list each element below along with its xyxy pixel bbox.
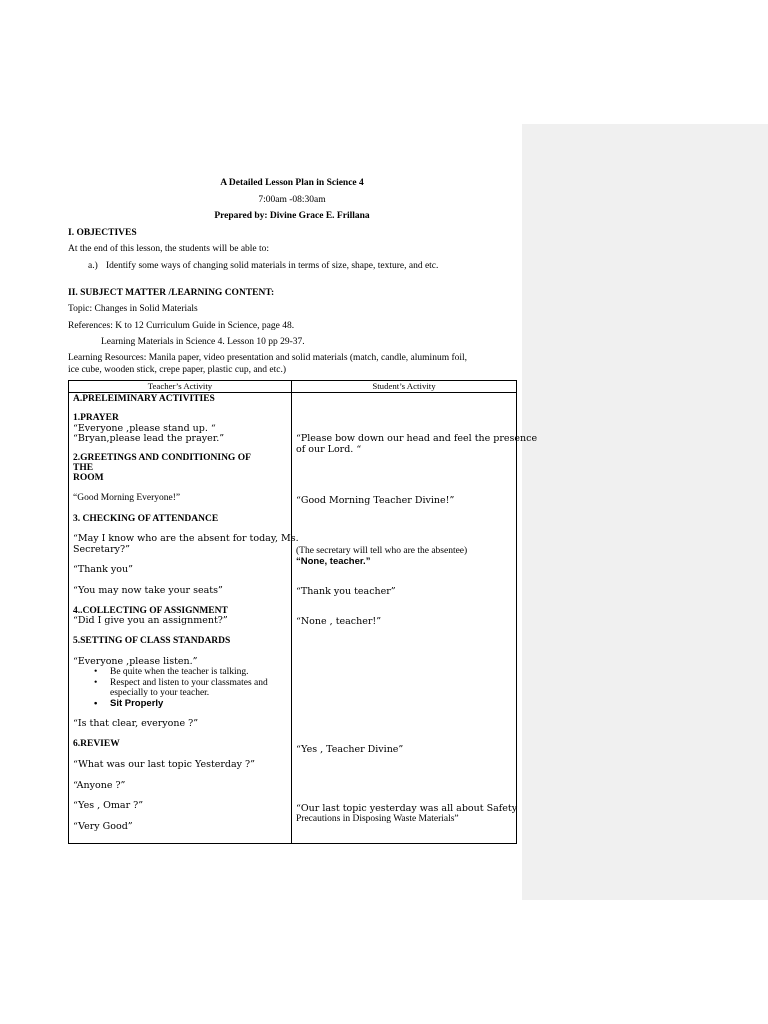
activity-table — [68, 380, 538, 844]
objective-marker: a.) — [88, 261, 98, 271]
teacher-anyone: “Anyone ?” — [73, 780, 126, 791]
teacher-seats: “You may now take your seats” — [73, 585, 223, 596]
resources-line-2: ice cube, wooden stick, crepe paper, plastic cup, and etc.) — [68, 365, 287, 375]
student-last-topic-2: Precautions in Disposing Waste Materials” — [296, 814, 459, 824]
assignment-heading: 4..COLLECTING OF ASSIGNMENT — [73, 606, 228, 616]
teacher-greeting: “Good Morning Everyone!” — [73, 493, 181, 503]
preliminary-heading: A.PRELEIMINARY ACTIVITIES — [73, 394, 215, 404]
table-body-row — [69, 393, 517, 844]
student-activity-cell — [292, 393, 538, 844]
table-header-row — [69, 381, 517, 393]
student-none-teacher: “None, teacher.” — [296, 556, 371, 567]
greetings-heading-3: ROOM — [73, 473, 104, 483]
teacher-listen: “Everyone ,please listen.” — [73, 656, 198, 667]
objectives-heading: I. OBJECTIVES — [68, 228, 137, 238]
teacher-assignment: “Did I give you an assignment?” — [73, 615, 228, 626]
objectives-intro: At the end of this lesson, the students will be able to: — [68, 244, 270, 254]
lesson-time: 7:00am -08:30am — [258, 195, 326, 205]
review-heading: 6.REVIEW — [73, 739, 120, 749]
rule-1: • Be quite when the teacher is talking. — [110, 667, 249, 678]
student-secretary: (The secretary will tell who are the absentee) — [296, 546, 468, 556]
student-none-teacher-2: “None , teacher!” — [296, 616, 382, 627]
rule-2-continued: especially to your teacher. — [110, 688, 210, 698]
teacher-activity-header: Teacher’s Activity — [69, 381, 292, 393]
teacher-omar: “Yes , Omar ?” — [73, 800, 144, 811]
teacher-activity-cell — [69, 393, 299, 844]
rule-3: • Sit Properly — [110, 699, 163, 710]
teacher-prayer-1: “Everyone ,please stand up. “ — [73, 423, 216, 434]
objective-item: Identify some ways of changing solid materials in terms of size, shape, texture, and etc. — [106, 261, 439, 271]
references-line-2: Learning Materials in Science 4. Lesson 10 pp 29-37. — [101, 337, 305, 347]
comment-pane — [522, 124, 768, 900]
greetings-heading-2: THE — [73, 463, 94, 473]
rule-2: • Respect and listen to your classmates and — [110, 678, 268, 689]
student-thank-teacher: “Thank you teacher” — [296, 586, 396, 597]
prayer-heading: 1.PRAYER — [73, 413, 119, 423]
standards-heading: 5.SETTING OF CLASS STANDARDS — [73, 636, 231, 646]
teacher-very-good: “Very Good” — [73, 821, 133, 832]
attendance-line-1: “May I know who are the absent for today, Ms. — [73, 533, 299, 544]
student-prayer-2: of our Lord. “ — [296, 444, 362, 455]
teacher-prayer-2: “Bryan,please lead the prayer.” — [73, 433, 225, 444]
document-title: A Detailed Lesson Plan in Science 4 — [220, 178, 364, 188]
review-question: “What was our last topic Yesterday ?” — [73, 759, 256, 770]
teacher-clear: “Is that clear, everyone ?” — [73, 718, 199, 729]
prepared-by: Prepared by: Divine Grace E. Frillana — [214, 211, 370, 221]
teacher-thank-you: “Thank you” — [73, 564, 133, 575]
student-prayer-1: “Please bow down our head and feel the presence — [296, 433, 538, 444]
attendance-line-2: Secretary?” — [73, 544, 130, 555]
greetings-heading-1: 2.GREETINGS AND CONDITIONING OF — [73, 453, 251, 463]
attendance-heading: 3. CHECKING OF ATTENDANCE — [73, 514, 219, 524]
resources-line-1: Learning Resources: Manila paper, video presentation and solid materials (match, candle, aluminum foil, — [68, 353, 468, 363]
references-line: References: K to 12 Curriculum Guide in Science, page 48. — [68, 321, 295, 331]
student-last-topic-1: “Our last topic yesterday was all about Safety — [296, 803, 518, 814]
student-yes-divine: “Yes , Teacher Divine” — [296, 744, 404, 755]
subject-matter-heading: II. SUBJECT MATTER /LEARNING CONTENT: — [68, 288, 275, 298]
topic-line: Topic: Changes in Solid Materials — [68, 304, 198, 314]
student-greeting: “Good Morning Teacher Divine!” — [296, 495, 455, 506]
student-activity-header: Student’s Activity — [292, 381, 517, 393]
